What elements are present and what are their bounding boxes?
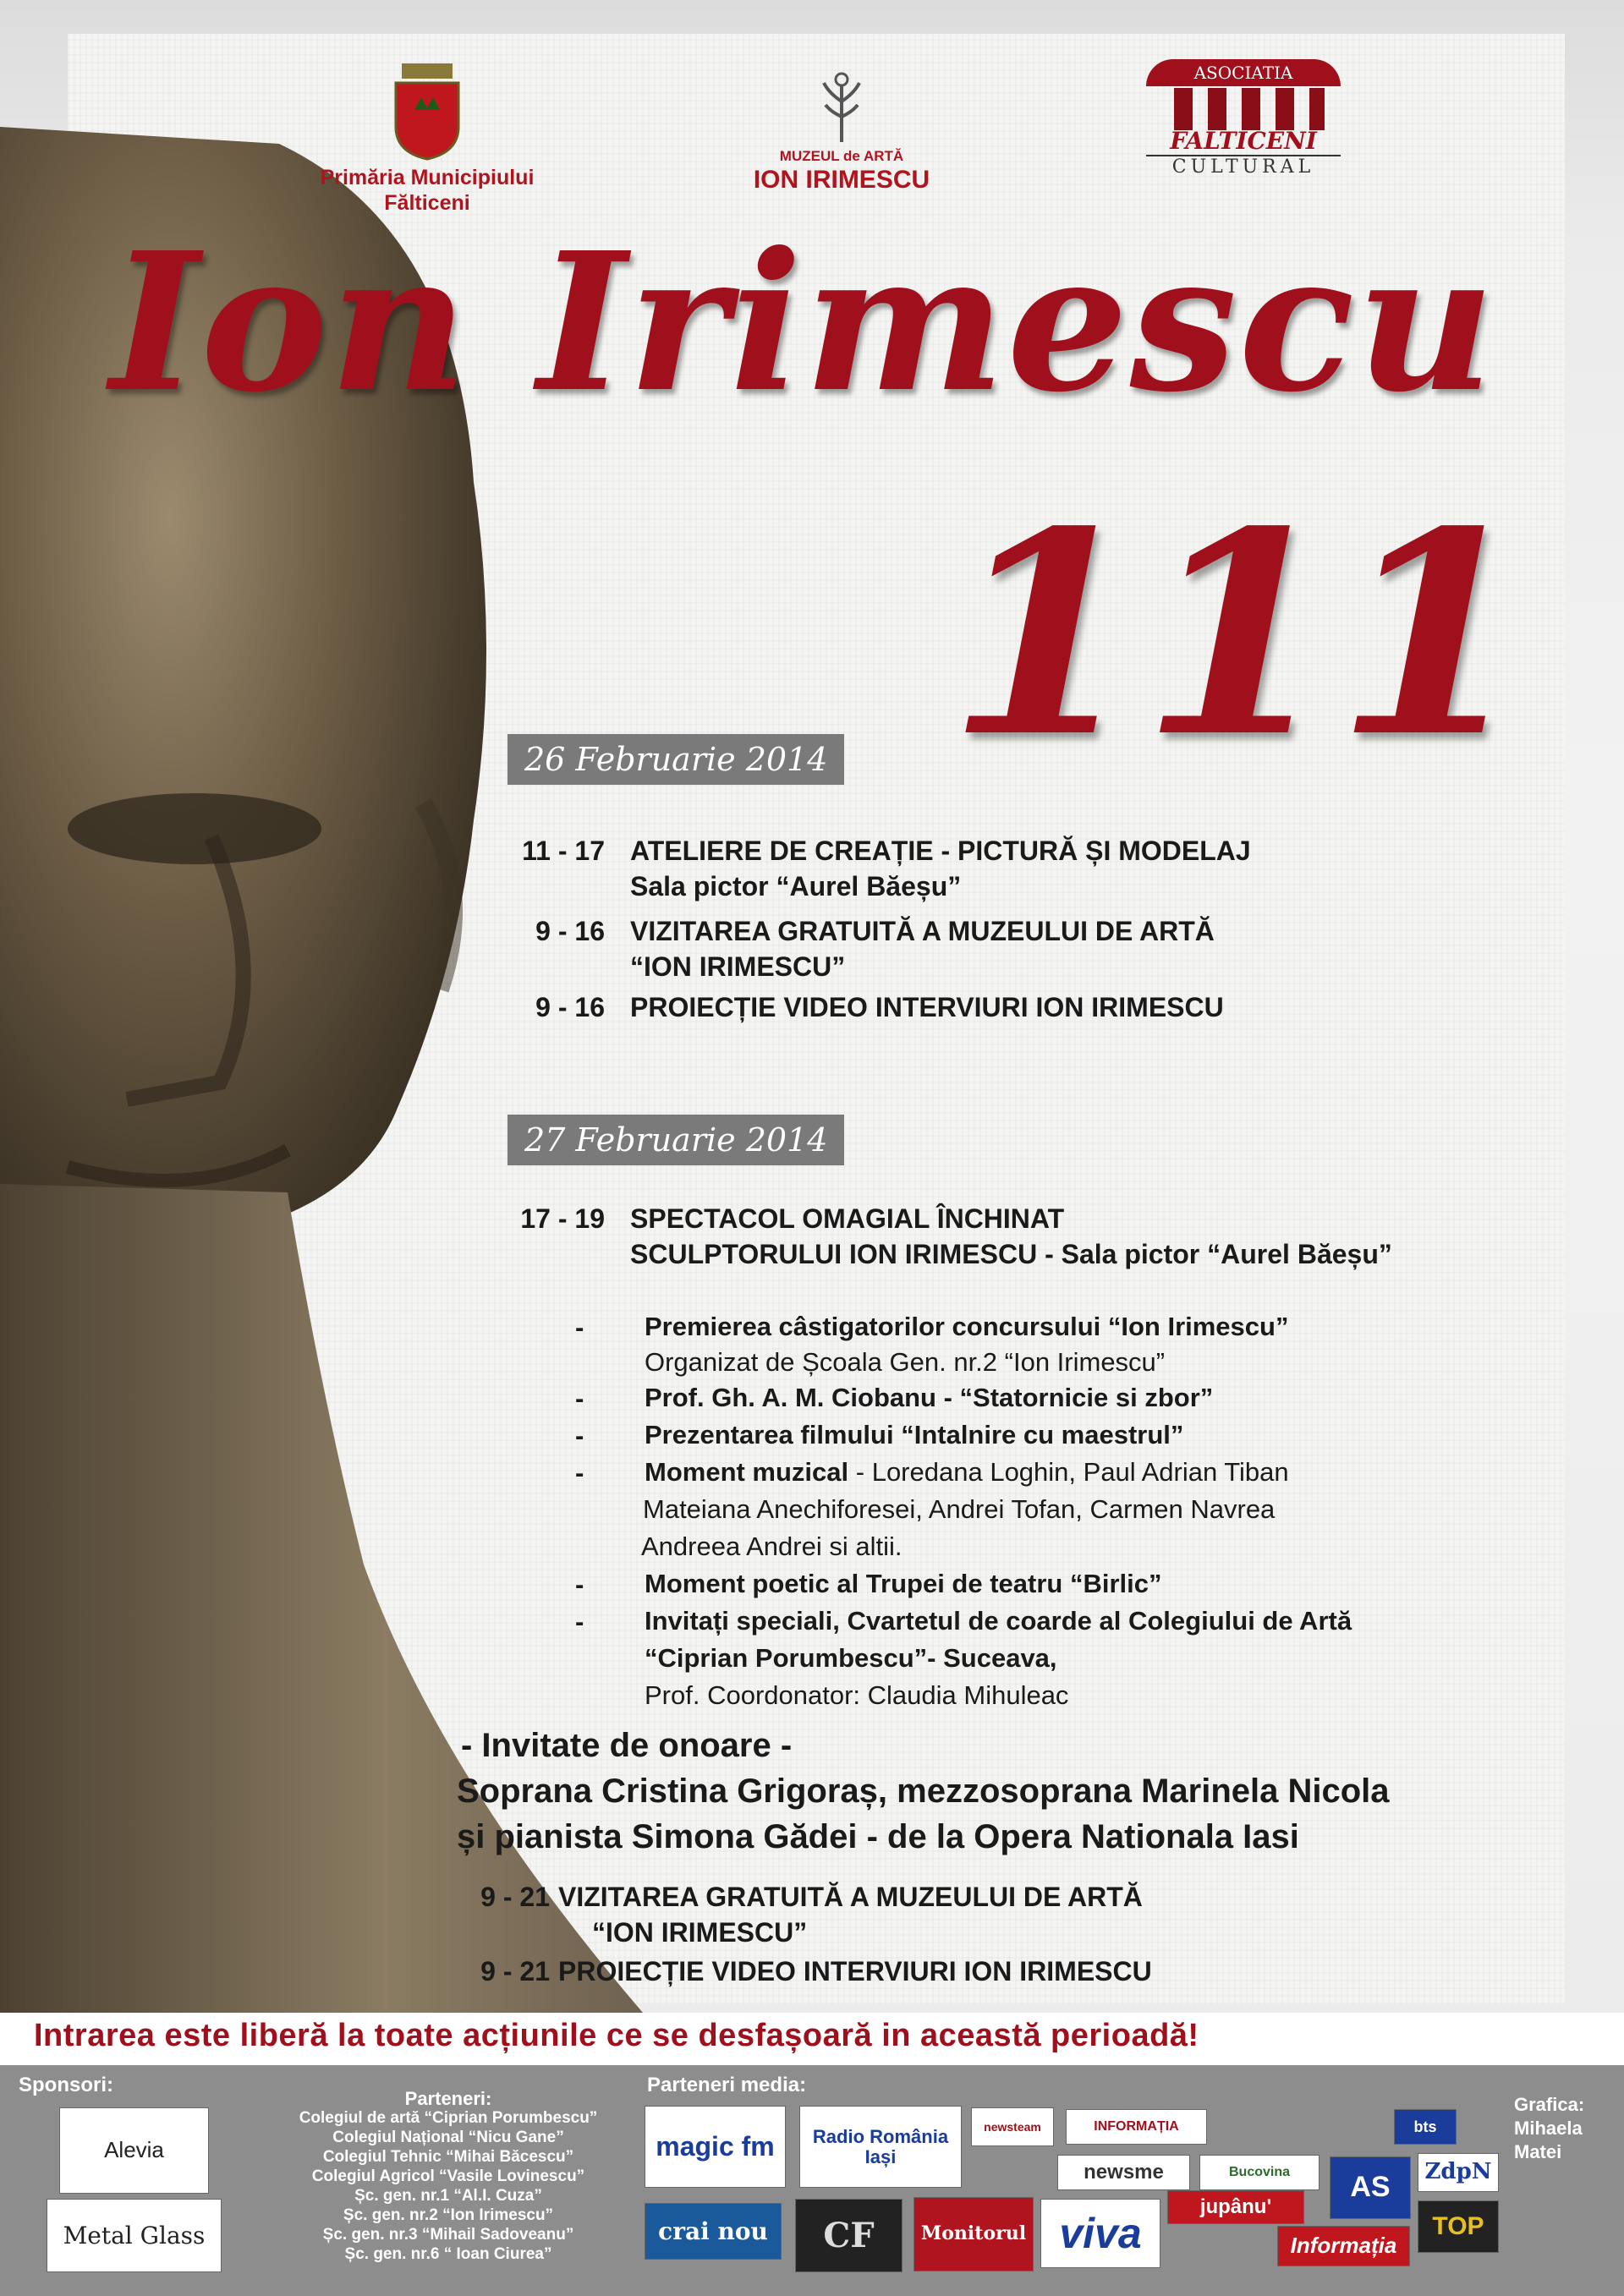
partner-item: Colegiul Național “Nicu Gane” xyxy=(332,2129,564,2146)
primaria-line2: Fălticeni xyxy=(384,191,470,215)
event-line1: VIZITAREA GRATUITĂ A MUZEULUI DE ARTĂ xyxy=(558,1882,1143,1912)
media-logo-jupanu: jupânu' xyxy=(1167,2190,1304,2224)
partner-item: Colegiul Agricol “Vasile Lovinescu” xyxy=(311,2167,585,2185)
event-line1: ATELIERE DE CREAȚIE - PICTURĂ ȘI MODELAJ xyxy=(630,836,1251,866)
tree-icon xyxy=(812,68,871,144)
day2-main-event xyxy=(478,1201,1064,1236)
program-item-6: Invitați speciali, Cvartetul de coarde al Colegiului de Artă xyxy=(645,1606,1352,1636)
media-logo-radio-romania: Radio România Iași xyxy=(799,2106,962,2188)
day2-late-event-1-line2: “ION IRIMESCU” xyxy=(592,1917,808,1948)
asociatia-bottom: CULTURAL xyxy=(1146,155,1341,178)
media-logo-radio-as: AS xyxy=(1330,2156,1411,2219)
poster-number: 111 xyxy=(947,470,1530,798)
event-time: 9 - 21 xyxy=(480,1882,550,1912)
media-logo-informatia: INFORMAȚIA xyxy=(1066,2109,1207,2145)
honor-line1: Soprana Cristina Grigoraș, mezzosoprana Marinela Nicola xyxy=(457,1773,1390,1810)
sponsor-metal-glass: Metal Glass xyxy=(47,2199,222,2272)
event-time: 9 - 21 xyxy=(480,1956,550,1986)
media-logo-cf: CF xyxy=(795,2199,903,2272)
media-logo-magicfm: magic fm xyxy=(645,2106,786,2188)
asociatia-top: ASOCIATIA xyxy=(1146,59,1341,86)
sponsors-label: Sponsori: xyxy=(19,2074,113,2096)
coat-of-arms-icon xyxy=(389,59,465,161)
partner-item: Colegiul Tehnic “Mihai Băcescu” xyxy=(322,2148,574,2166)
day1-event-2 xyxy=(478,913,1215,949)
media-logo-top: TOP xyxy=(1418,2200,1499,2253)
program-item-1: Premierea câstigatorilor concursului “Ion Irimescu” xyxy=(645,1312,1289,1341)
media-logo-viva: viva xyxy=(1040,2199,1160,2268)
media-logo-bts: bts xyxy=(1394,2109,1457,2145)
asociatia-mid: FALTICENI xyxy=(1170,127,1317,155)
partners-list xyxy=(262,2089,634,2264)
bullet-dash: - xyxy=(575,1607,584,1636)
media-logo-newsteam: newsteam xyxy=(971,2107,1054,2146)
event-time: 9 - 16 xyxy=(535,916,605,946)
partner-item: Șc. gen. nr.2 “Ion Irimescu” xyxy=(343,2206,554,2224)
media-logo-monitorul: Monitorul xyxy=(914,2197,1034,2271)
bullet-dash: - xyxy=(575,1421,584,1450)
partner-item: Colegiul de artă “Ciprian Porumbescu” xyxy=(299,2109,598,2127)
event-time: 17 - 19 xyxy=(520,1203,605,1234)
event-line1: PROIECȚIE VIDEO INTERVIURI ION IRIMESCU xyxy=(630,992,1224,1022)
partner-item: Șc. gen. nr.6 “ Ioan Ciurea” xyxy=(344,2245,552,2263)
program-item-4-extra-2: Andreea Andrei si altii. xyxy=(641,1532,903,1561)
muzeu-name: ION IRIMESCU xyxy=(753,166,930,195)
partners-label: Parteneri: xyxy=(404,2088,492,2109)
columns-icon xyxy=(1159,86,1328,133)
day2-late-event-1 xyxy=(431,1879,1143,1915)
program-item-1-extra: Organizat de Școala Gen. nr.2 “Ion Irimescu” xyxy=(645,1347,1166,1377)
credit-name-2: Matei xyxy=(1514,2141,1562,2162)
free-entry-text: Intrarea este liberă la toate acțiunile ce se desfașoară in această perioadă! xyxy=(34,2018,1199,2053)
event-time: 9 - 16 xyxy=(535,992,605,1022)
day2-late-event-2 xyxy=(431,1954,1152,1989)
event-line1: PROIECȚIE VIDEO INTERVIURI ION IRIMESCU xyxy=(558,1956,1152,1986)
day1-event-3 xyxy=(478,989,1224,1025)
honor-line2: și pianista Simona Gădei - de la Opera Nationala Iasi xyxy=(457,1818,1299,1855)
program-item-5: Moment poetic al Trupei de teatru “Birlic” xyxy=(645,1569,1162,1598)
media-partners-label: Parteneri media: xyxy=(647,2074,807,2096)
credit-label: Grafica: xyxy=(1514,2094,1585,2115)
day1-event-2-line2: “ION IRIMESCU” xyxy=(630,951,846,982)
media-logo-zdpn: ZdpN xyxy=(1418,2153,1499,2192)
program-item-2: Prof. Gh. A. M. Ciobanu - “Statornicie si zbor” xyxy=(645,1383,1214,1412)
partner-item: Șc. gen. nr.3 “Mihail Sadoveanu” xyxy=(322,2226,574,2244)
day2-date: 27 Februarie 2014 xyxy=(508,1115,844,1165)
media-logo-informatia-2: Informația xyxy=(1277,2226,1410,2266)
honor-title: - Invitate de onoare - xyxy=(461,1727,793,1764)
muzeu-small-text: MUZEUL de ARTĂ xyxy=(779,148,904,164)
bullet-dash: - xyxy=(575,1384,584,1413)
bullet-dash: - xyxy=(575,1458,584,1488)
day1-event-1-line2: Sala pictor “Aurel Băeșu” xyxy=(630,871,962,901)
event-time: 11 - 17 xyxy=(522,836,605,866)
day2-main-line2: SCULPTORULUI ION IRIMESCU - Sala pictor “Aurel Băeșu” xyxy=(630,1239,1392,1269)
sponsor-alevia: Alevia xyxy=(59,2107,209,2194)
day1-event-1 xyxy=(478,833,1251,869)
media-logo-newsme: newsme xyxy=(1057,2155,1190,2190)
program-item-6-extra-2: Prof. Coordonator: Claudia Mihuleac xyxy=(645,1680,1069,1710)
event-line1: VIZITAREA GRATUITĂ A MUZEULUI DE ARTĂ xyxy=(630,916,1215,946)
program-item-4-rest: - Loredana Loghin, Paul Adrian Tiban xyxy=(848,1457,1289,1487)
primaria-line1: Primăria Municipiului xyxy=(320,166,535,189)
poster-title: Ion Irimescu xyxy=(110,211,1496,435)
program-item-4 xyxy=(645,1455,1289,1490)
day1-date: 26 Februarie 2014 xyxy=(508,734,844,785)
program-item-4-extra-1: Mateiana Anechiforesei, Andrei Tofan, Carmen Navrea xyxy=(643,1494,1276,1524)
asociatia-logo xyxy=(1146,59,1341,178)
graphics-credit xyxy=(1514,2093,1584,2164)
partner-item: Șc. gen. nr.1 “Al.I. Cuza” xyxy=(354,2187,542,2205)
program-item-3: Prezentarea filmului “Intalnire cu maestrul” xyxy=(645,1420,1184,1449)
bullet-dash: - xyxy=(575,1312,584,1342)
media-logo-bucovina: Bucovina xyxy=(1199,2155,1320,2190)
muzeu-logo xyxy=(727,68,956,195)
event-line1: SPECTACOL OMAGIAL ÎNCHINAT xyxy=(630,1203,1065,1234)
primaria-logo xyxy=(288,59,567,216)
program-item-6-extra-1: “Ciprian Porumbescu”- Suceava, xyxy=(645,1643,1057,1673)
program-item-4-bold: Moment muzical xyxy=(645,1457,849,1487)
bullet-dash: - xyxy=(575,1570,584,1599)
credit-name-1: Mihaela xyxy=(1514,2118,1583,2139)
media-logo-crai-nou: crai nou xyxy=(645,2203,782,2260)
